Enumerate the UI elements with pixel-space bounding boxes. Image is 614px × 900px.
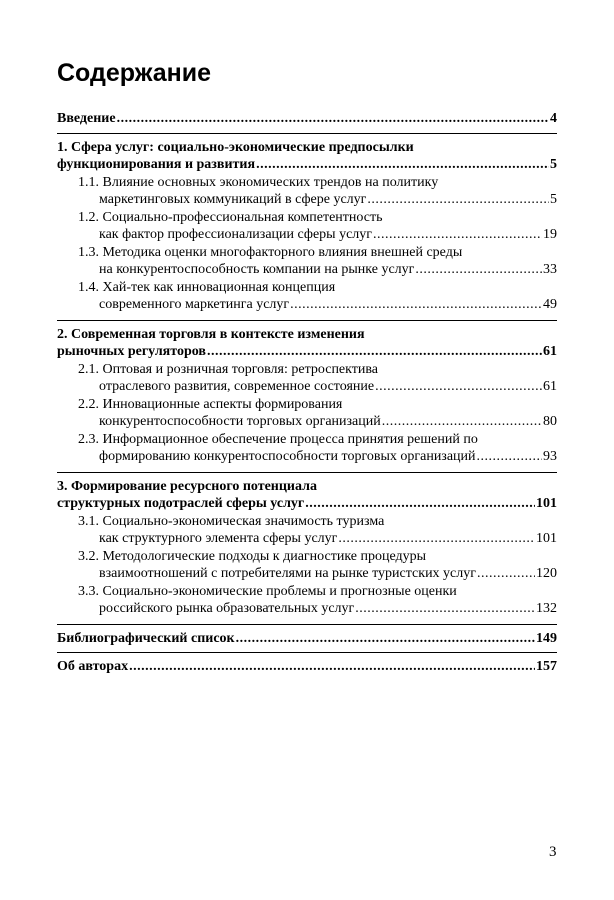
section-title-line2: функционирования и развития	[57, 157, 256, 172]
section-title-line1: 1. Сфера услуг: социально-экономические предпосылки	[57, 139, 414, 155]
item-line1: Методологические подходы к диагностике процедуры	[102, 548, 427, 564]
toc-page-number: 132	[536, 601, 557, 616]
toc-section-2[interactable]	[57, 326, 557, 361]
toc-item-2-2[interactable]	[57, 396, 557, 431]
item-number: 1.3.	[78, 244, 99, 260]
item-line2: на конкурентоспособность компании на рынке услуг	[99, 262, 415, 277]
item-line1: Влияние основных экономических трендов на политику	[102, 174, 439, 190]
toc-page-number: 93	[543, 449, 557, 464]
toc-page-number: 61	[543, 344, 557, 359]
item-line1: Оптовая и розничная торговля: ретроспектива	[102, 361, 379, 377]
section-title-line2: структурных подотраслей сферы услуг	[57, 496, 305, 511]
page-title: Содержание	[57, 59, 212, 87]
item-line2: отраслевого развития, современное состояние	[99, 379, 375, 394]
item-line2: конкурентоспособности торговых организаций	[99, 414, 381, 429]
item-number: 1.1.	[78, 174, 99, 190]
item-number: 3.2.	[78, 548, 99, 564]
item-number: 2.2.	[78, 396, 99, 412]
dot-leader	[367, 191, 549, 209]
item-line2: маркетинговых коммуникаций в сфере услуг	[99, 192, 367, 207]
toc-page-number: 101	[536, 531, 557, 546]
toc-page-number: 149	[536, 630, 557, 646]
toc-entry-authors[interactable]	[57, 658, 557, 676]
toc-entry-intro[interactable]	[57, 110, 557, 128]
toc-section-3[interactable]	[57, 478, 557, 513]
dot-leader	[477, 448, 542, 466]
item-number: 3.1.	[78, 513, 99, 529]
toc-page-number: 19	[543, 227, 557, 242]
toc-entry-text: Об авторах	[57, 659, 129, 674]
dot-leader	[415, 261, 542, 279]
toc-item-2-1[interactable]	[57, 361, 557, 396]
item-number: 3.3.	[78, 583, 99, 599]
item-line1: Хай-тек как инновационная концепция	[102, 279, 336, 295]
section-title-line1: 2. Современная торговля в контексте изменения	[57, 326, 365, 342]
section-title-line2: рыночных регуляторов	[57, 344, 206, 359]
item-line1: Социально-экономическая значимость туризма	[102, 513, 385, 529]
item-line1: Информационное обеспечение процесса принятия решений по	[102, 431, 478, 447]
item-line2: формированию конкурентоспособности торговых организаций	[99, 449, 476, 464]
dot-leader	[355, 600, 535, 618]
dot-leader	[373, 226, 542, 244]
dot-leader	[256, 156, 549, 174]
toc-page-number: 101	[536, 496, 557, 511]
toc-item-3-2[interactable]	[57, 548, 557, 583]
toc-entry-text: Библиографический список	[57, 630, 235, 646]
item-line2: как фактор профессионализации сферы услуг	[99, 227, 373, 242]
item-number: 1.4.	[78, 279, 99, 295]
item-line1: Социально-профессиональная компетентность	[102, 209, 383, 225]
table-of-contents	[57, 110, 557, 676]
item-line1: Методика оценки многофакторного влияния внешней среды	[102, 244, 463, 260]
dot-leader	[382, 413, 542, 431]
toc-page-number: 5	[550, 157, 557, 172]
dot-leader	[477, 565, 535, 583]
page-number: 3	[549, 844, 557, 860]
toc-section-1[interactable]	[57, 139, 557, 174]
dot-leader	[375, 378, 542, 396]
item-line2: взаимоотношений с потребителями на рынке туристских услуг	[99, 566, 477, 581]
item-line1: Инновационные аспекты формирования	[102, 396, 343, 412]
toc-page-number: 157	[536, 659, 557, 674]
item-line2: российского рынка образовательных услуг	[99, 601, 355, 616]
toc-entry-bibliography[interactable]	[57, 630, 557, 648]
item-number: 2.1.	[78, 361, 99, 377]
item-number: 1.2.	[78, 209, 99, 225]
section-title-line1: 3. Формирование ресурсного потенциала	[57, 478, 317, 494]
toc-entry-text: Введение	[57, 111, 116, 126]
dot-leader	[236, 630, 535, 648]
dot-leader	[129, 658, 535, 676]
toc-item-2-3[interactable]	[57, 431, 557, 466]
dot-leader	[207, 343, 542, 361]
toc-page-number: 33	[543, 262, 557, 277]
toc-page-number: 49	[543, 297, 557, 312]
toc-page-number: 4	[550, 111, 557, 126]
item-line2: как структурного элемента сферы услуг	[99, 531, 338, 546]
toc-item-1-2[interactable]	[57, 209, 557, 244]
toc-page-number: 61	[543, 379, 557, 394]
toc-item-1-3[interactable]	[57, 244, 557, 279]
toc-item-1-4[interactable]	[57, 279, 557, 314]
toc-item-1-1[interactable]	[57, 174, 557, 209]
dot-leader	[290, 296, 542, 314]
dot-leader	[338, 530, 535, 548]
toc-item-3-3[interactable]	[57, 583, 557, 618]
toc-page-number: 120	[536, 566, 557, 581]
dot-leader	[305, 495, 535, 513]
toc-item-3-1[interactable]	[57, 513, 557, 548]
item-line2: современного маркетинга услуг	[99, 297, 290, 312]
item-number: 2.3.	[78, 431, 99, 447]
dot-leader	[117, 110, 549, 128]
item-line1: Социально-экономические проблемы и прогнозные оценки	[102, 583, 457, 599]
toc-page-number: 5	[550, 192, 557, 207]
toc-page-number: 80	[543, 414, 557, 429]
